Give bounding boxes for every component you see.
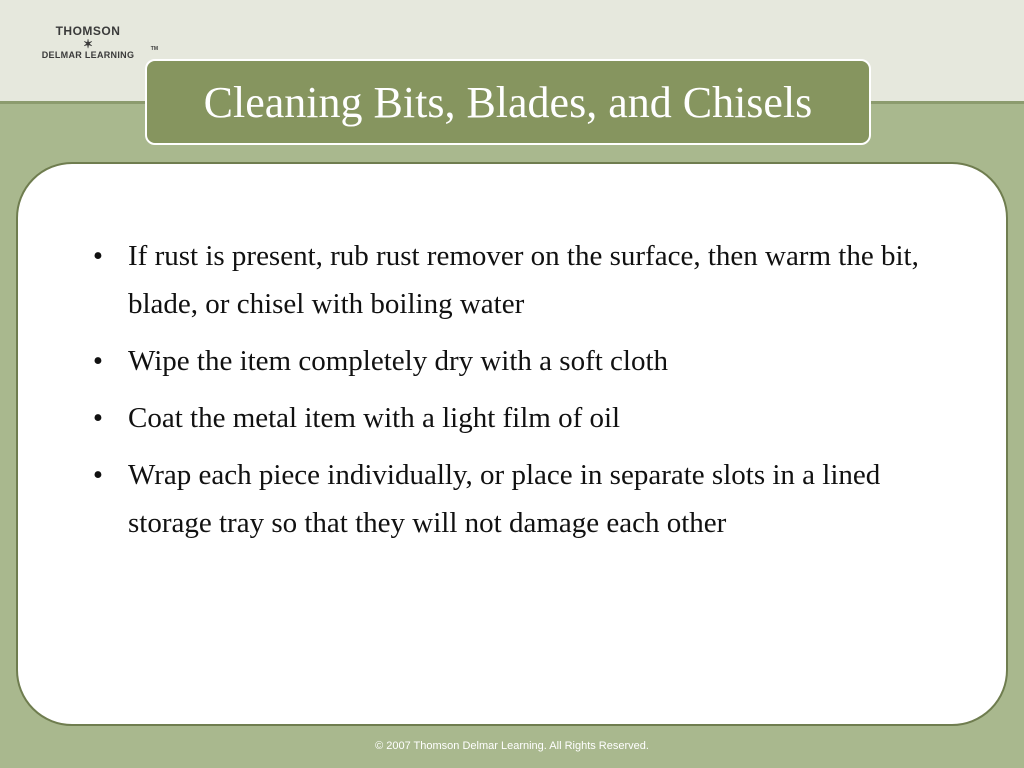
trademark-mark: TM — [150, 46, 158, 52]
bullet-dot-icon: • — [92, 345, 104, 377]
bullet-text: Wrap each piece individually, or place in separate slots in a lined storage tray so that they will not damage each other — [128, 459, 881, 539]
logo-thomson-text: THOMSON — [55, 24, 121, 38]
thomson-delmar-logo — [24, 24, 158, 61]
bullet-item — [88, 451, 968, 547]
bullet-text: Coat the metal item with a light film of oil — [128, 402, 621, 434]
bullet-text: Wipe the item completely dry with a soft cloth — [128, 345, 669, 377]
bullet-dot-icon: • — [92, 459, 104, 491]
bullet-item — [88, 394, 968, 442]
content-panel — [16, 162, 1008, 726]
bullet-text: If rust is present, rub rust remover on the surface, then warm the bit, blade, or chisel with boiling water — [128, 240, 919, 320]
bullet-item — [88, 232, 968, 328]
bullet-item — [88, 337, 968, 385]
bullet-list — [88, 232, 968, 556]
star-icon: ✶ — [82, 37, 94, 51]
copyright-footer: © 2007 Thomson Delmar Learning. All Rights Reserved. — [375, 740, 649, 752]
slide-title: Cleaning Bits, Blades, and Chisels — [203, 77, 813, 127]
bullet-dot-icon: • — [92, 402, 104, 434]
logo-delmar-text: DELMAR LEARNING — [41, 50, 135, 60]
bullet-dot-icon: • — [92, 240, 104, 272]
slide-title-box — [145, 59, 871, 145]
